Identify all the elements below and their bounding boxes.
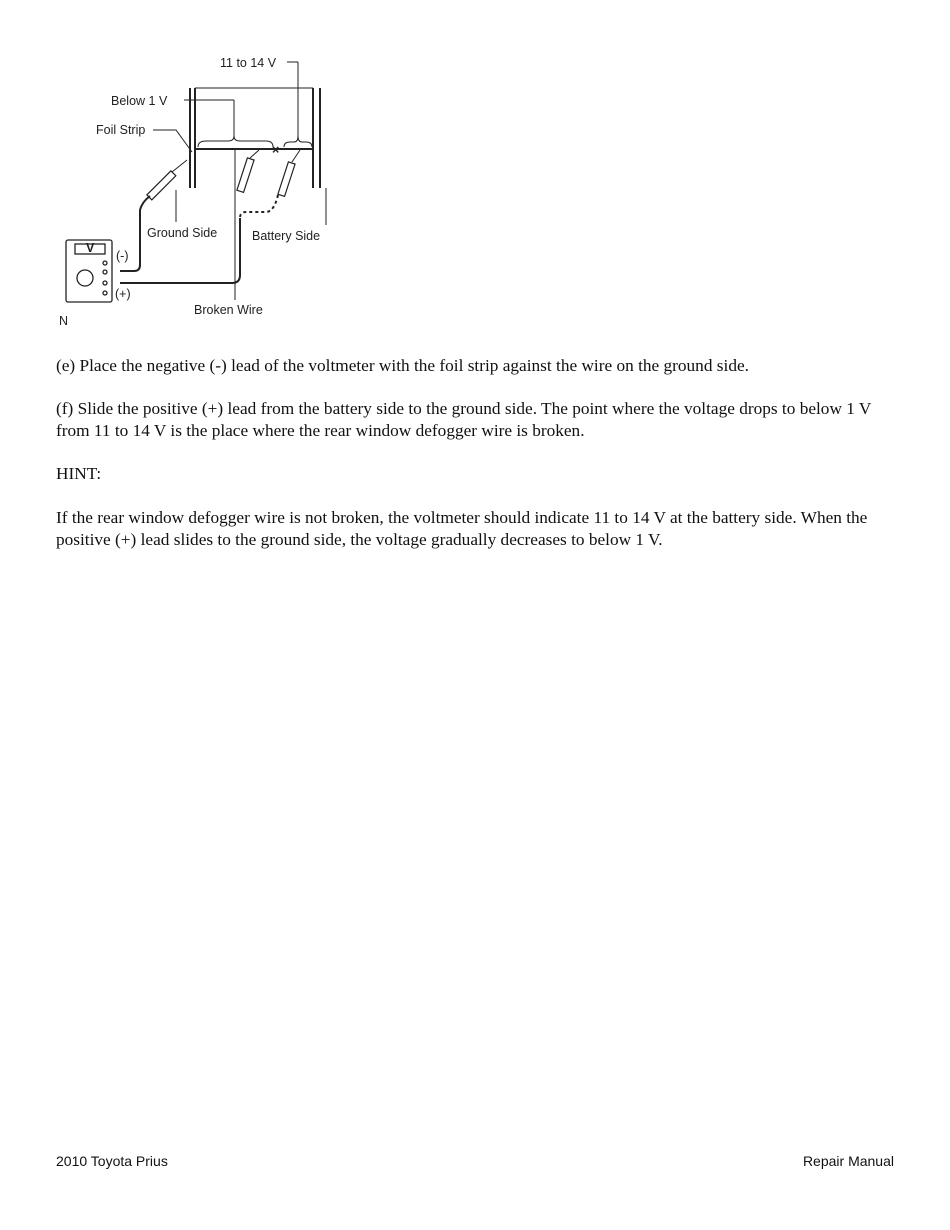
broken-wire-label: Broken Wire [194,303,263,317]
battery-side-label: Battery Side [252,229,321,243]
window-frame [190,88,320,188]
foil-strip-leader [153,130,192,152]
hint-paragraph: If the rear window defogger wire is not broken, the voltmeter should indicate 11 to 14 V at the battery side. When the positive (+) lead slides to the ground side, the voltage gradually decreases to below 1 V. [56,508,868,549]
voltage-high-label: 11 to 14 V [220,56,277,70]
footer-left: 2010 Toyota Prius [56,1153,168,1169]
positive-probe [120,150,300,283]
hint-heading: HINT: [56,464,102,483]
foil-strip-label: Foil Strip [96,123,146,137]
ground-side-label: Ground Side [147,226,218,240]
step-e-paragraph: (e) Place the negative (-) lead of the voltmeter with the foil strip against the wire on the ground side. [56,356,749,375]
voltage-brackets [184,62,312,147]
figure-tag: N [59,314,69,328]
break-marker: × [272,143,280,157]
voltmeter-wiring-diagram [56,50,356,330]
meter-unit-label: V [86,241,95,255]
positive-terminal-label: (+) [115,287,131,301]
step-f-paragraph: (f) Slide the positive (+) lead from the battery side to the ground side. The point where the voltage drops to below 1 V from 11 to 14 V is the place where the rear window defogger wire is broken. [56,399,872,440]
negative-probe [120,160,187,271]
negative-terminal-label: (-) [116,249,129,263]
voltage-low-label: Below 1 V [111,94,168,108]
footer-right: Repair Manual [802,1153,894,1169]
